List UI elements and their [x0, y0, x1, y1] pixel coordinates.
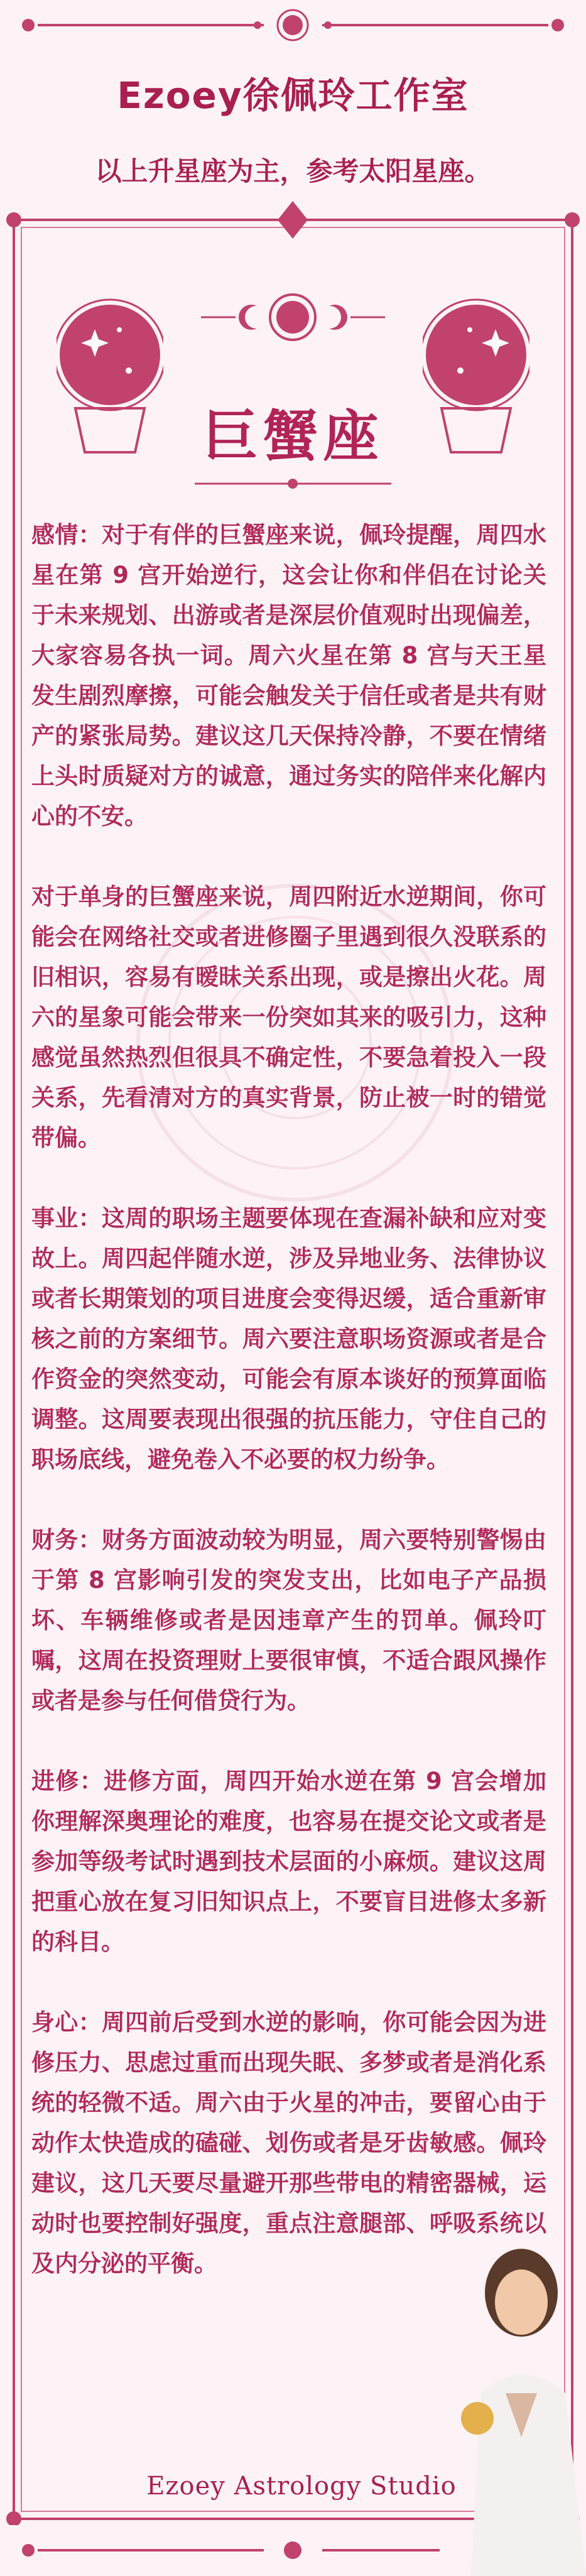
section-love-singles: 对于单身的巨蟹座来说，周四附近水逆期间，你可能会在网络社交或者进修圈子里遇到很久没联系的旧相识，容易有暧昧关系出现，或是擦出火花。周六的星象可能会带来一份突如其来的吸引力，这种感觉虽然热烈但很具不确定性，不要急着投入一段关系，先看清对方的真实背景，防止被一时的错觉带偏。 — [31, 883, 546, 1151]
horoscope-content — [31, 515, 546, 2324]
bottom-ornament — [0, 2525, 586, 2575]
studio-signature: Ezoey Astrology Studio — [146, 2472, 457, 2501]
subtitle: 以上升星座为主，参考太阳星座。 — [95, 156, 491, 187]
section-health: 身心：周四前后受到水逆的影响，你可能会因为进修压力、思虑过重而出现失眠、多梦或者是消化系统的轻微不适。周六由于火星的冲击，要留心由于动作太快造成的磕碰、划伤或者是牙齿敏感。佩玲建议，这几天要尽量避开那些带电的精密器械，运动时也要控制好强度，重点注意腿部、呼吸系统以及内分泌的平衡。 — [31, 2009, 546, 2277]
divider-ornament — [188, 471, 398, 496]
top-ornament — [0, 0, 586, 50]
zodiac-sign-title: 巨蟹座 — [202, 404, 384, 469]
section-study: 进修：进修方面，周四开始水逆在第 9 宫会增加你理解深奥理论的难度，也容易在提交论文或者是参加等级考试时遇到技术层面的小麻烦。建议这周把重心放在复习旧知识点上，不要盲目进修太多新的科目。 — [31, 1768, 546, 1955]
studio-title: Ezoey徐佩玲工作室 — [117, 74, 469, 117]
section-career: 事业：这周的职场主题要体现在查漏补缺和应对变故上。周四起伴随水逆，涉及异地业务、法律协议或者长期策划的项目进度会变得迟缓，适合重新审核之前的方案细节。周六要注意职场资源或者是合作资金的突然变动，可能会有原本谈好的预算面临调整。这周要表现出很强的抗压能力，守住自己的职场底线，避免卷入不必要的权力纷争。 — [31, 1205, 546, 1473]
moon-phase-ornament — [188, 283, 398, 352]
section-finance: 财务：财务方面波动较为明显，周六要特别警惕由于第 8 宫影响引发的突发支出，比如电子产品损坏、车辆维修或者是因违章产生的罚单。佩玲叮嘱，这周在投资理财上要很审慎，不适合跟风操作或者是参与任何借贷行为。 — [31, 1526, 546, 1714]
section-love-couples: 感情：对于有伴的巨蟹座来说，佩玲提醒，周四水星在第 9 宫开始逆行，这会让你和伴侣在讨论关于未来规划、出游或者是深层价值观时出现偏差，大家容易各执一词。周六火星在第 8 宫与天王星发生剧烈摩擦，可能会触发关于信任或者是共有财产的紧张局势。建议这几天保持冷静，不要在情绪上头时质疑对方的诚意，通过务实的陪伴来化解内心的不安。 — [31, 521, 546, 830]
